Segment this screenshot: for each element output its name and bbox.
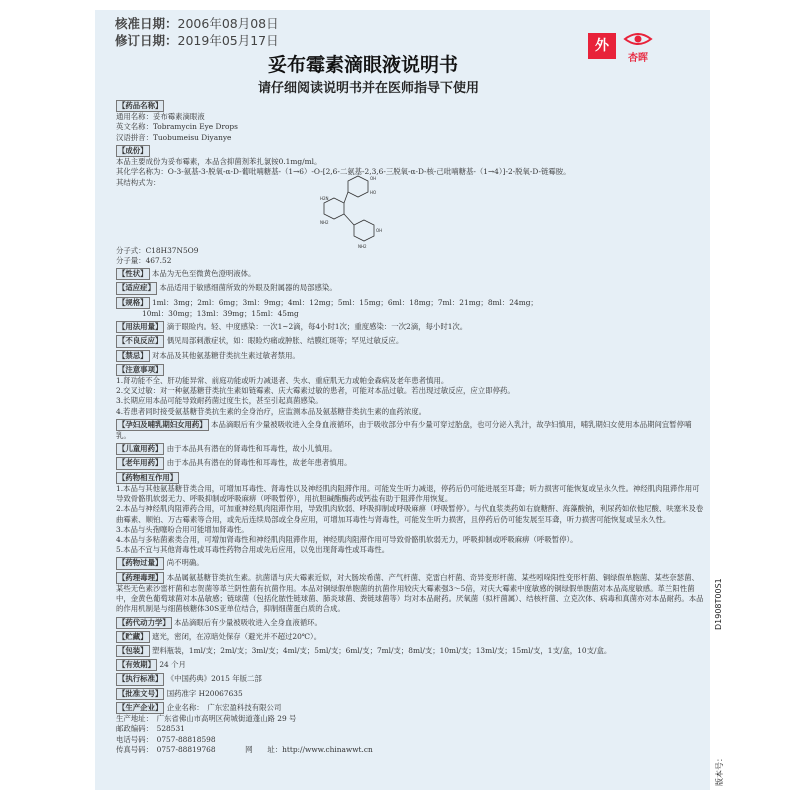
section-name: [116, 100, 706, 143]
section-pk: [116, 617, 706, 629]
spec-line-2: 10ml：30mg；13ml：39mg；15ml：45mg: [142, 308, 299, 318]
spec-line-1: 1ml：3mg；2ml：6mg；3ml：9mg；4ml：12mg；5ml：15mg；6ml：18mg；7ml：21mg；8ml：24mg；: [151, 297, 538, 307]
svg-text:HO: HO: [370, 190, 377, 195]
storage-text: 遮光，密闭，在凉暗处保存（避光并不超过20℃）。: [151, 631, 322, 641]
leaflet-content: [116, 98, 706, 755]
molecular-formula: 分子式：C18H37N5O9: [116, 245, 199, 255]
section-indication-label: 【适应症】: [116, 282, 157, 294]
section-adverse: [116, 335, 706, 347]
section-manufacturer: [116, 702, 706, 714]
structure-label: 其结构式为：: [116, 177, 161, 187]
section-contra: [116, 350, 706, 362]
section-adverse-label: 【不良反应】: [116, 335, 164, 347]
section-traits: [116, 268, 706, 280]
approve-date-value: 2006年08月08日: [177, 16, 279, 31]
indication-text: 本品适用于敏感细菌所致的外眼及附属器的局部感染。: [159, 283, 337, 293]
manufacturer-address: 生产地址： 广东省佛山市高明区荷城街道蓬山路 29 号: [116, 714, 297, 724]
section-name-label: 【药品名称】: [116, 100, 164, 112]
approve-date-label: 核准日期：: [115, 16, 178, 31]
section-contra-label: 【禁忌】: [116, 350, 150, 362]
section-usage-label: 【用法用量】: [116, 321, 164, 333]
chemical-name: 其化学名称为：O-3-氨基-3-脱氧-α-D-葡吡喃糖基-（1→6）-O-[2,6-二氨基-2,3,6-三脱氧-α-D-核-己吡喃糖基-（1→4）]-2-脱氧-D-链霉胺。: [116, 167, 571, 177]
section-overdose-label: 【药物过量】: [116, 557, 164, 569]
elderly-text: 由于本品具有潜在的肾毒性和耳毒性，故老年患者慎用。: [166, 458, 352, 468]
approve-date: [115, 14, 279, 32]
interaction-item: 1.本品与其他氨基糖苷类合用，可增加耳毒性、肾毒性以及神经肌肉阻滞作用。可能发生听力减退，停药后仍可能进展至耳聋；听力损害可能恢复或呈永久性。神经肌肉阻滞作用可导致骨骼肌软弱无力、呼吸抑制或呼吸麻痹（呼吸暂停），用抗胆碱酯酶药或钙盐有助于阻滞作用恢复。: [116, 483, 700, 504]
interaction-item: 2.本品与神经肌肉阻滞药合用，可加重神经肌肉阻滞作用，导致肌肉软弱、呼吸抑制或呼吸麻痹（呼吸暂停）。与代血浆类药如右旋糖酐、海藻酸钠，利尿药如依他尼酸、呋塞米及卷曲霉素、顺铂、万古霉素等合用，或先后连续局部或全身应用，可增加耳毒性与肾毒性，可能发生听力损害，且停药后仍可能发展至耳聋，听力损害可能恢复或呈永久性。: [116, 504, 704, 524]
section-standard-label: 【执行标准】: [116, 673, 164, 685]
manufacturer-name: 企业名称： 广东宏盈科技有限公司: [166, 702, 282, 712]
side-version: 版本号：: [715, 754, 724, 786]
eye-logo-icon: [623, 31, 653, 47]
section-overdose: [116, 557, 706, 569]
manufacturer-fax: 传真号码： 0757-88819768: [116, 744, 216, 754]
section-validity: [116, 659, 706, 671]
svg-text:H2N: H2N: [320, 196, 329, 201]
section-cautions-label: 【注意事项】: [116, 364, 164, 376]
manufacturer-fax-web: [116, 745, 706, 755]
section-spec: [116, 297, 706, 309]
molecular-weight: 分子量：467.52: [116, 255, 172, 265]
interaction-item: 3.本品与头孢噻吩合用可能增加肾毒性。: [116, 524, 249, 534]
composition-main: 本品主要成份为妥布霉素，本品含抑菌剂苯扎氯铵0.1mg/ml。: [116, 157, 322, 167]
section-cautions: [116, 364, 706, 376]
svg-text:OH: OH: [376, 228, 383, 233]
web-label: 网 址：: [245, 744, 283, 754]
pregnancy-text: 本品滴眼后有少量被吸收进入全身血液循环，由于吸收部分中有少量可穿过胎盘，也可分泌入乳汁，故孕妇慎用，哺乳期妇女使用本品期间宜暂停哺乳。: [116, 419, 692, 441]
adverse-text: 偶见局部刺激症状，如：眼睑灼痛或肿胀、结膜红斑等；罕见过敏反应。: [166, 336, 404, 346]
caution-item: 4.若患者同时接受氨基糖苷类抗生素的全身治疗，应监测本品及氨基糖苷类抗生素的血药浓度。: [116, 406, 427, 416]
standard-text: 《中国药典》2015 年版二部: [166, 674, 262, 684]
section-composition: [116, 145, 706, 266]
section-storage-label: 【贮藏】: [116, 631, 150, 643]
contra-text: 对本品及其他氨基糖苷类抗生素过敏者禁用。: [151, 350, 300, 360]
section-children: [116, 443, 706, 455]
section-composition-label: 【成份】: [116, 145, 150, 157]
section-pharmacology: [116, 572, 706, 615]
revise-date-label: 修订日期：: [115, 33, 178, 48]
section-package-label: 【包装】: [116, 645, 150, 657]
manufacturer-phone: 电话号码： 0757-88818598: [116, 734, 216, 744]
overdose-text: 尚不明确。: [166, 558, 204, 568]
section-indication: [116, 282, 706, 294]
section-spec-label: 【规格】: [116, 297, 150, 309]
section-pregnancy-label: 【孕妇及哺乳期妇女用药】: [116, 419, 209, 431]
external-use-badge: 外: [588, 33, 616, 59]
svg-text:NH2: NH2: [320, 220, 329, 225]
package-text: 塑料瓶装，1ml/支；2ml/支；3ml/支；4ml/支；5ml/支；6ml/支；7ml/支；8ml/支；10ml/支；13ml/支；15ml/支，1支/盒，10支/盒。: [151, 645, 612, 655]
web-url: http://www.chinawwt.cn: [282, 744, 373, 754]
brand-name: 杏晖: [628, 53, 648, 64]
approval-text: 国药准字 H20067635: [166, 688, 243, 698]
page-subtitle: 请仔细阅读说明书并在医师指导下使用: [258, 81, 480, 96]
section-storage: [116, 631, 706, 643]
section-interaction-label: 【药物相互作用】: [116, 472, 179, 484]
generic-name: 通用名称：妥布霉素滴眼液: [116, 112, 205, 122]
section-pharmacology-label: 【药理毒理】: [116, 572, 164, 584]
interaction-item: 5.本品不宜与其他肾毒性或耳毒性药物合用或先后应用，以免出现肾毒性或耳毒性。: [116, 545, 390, 555]
pinyin-name: 汉语拼音：Tuobumeisu Diyanye: [116, 132, 232, 142]
traits-text: 本品为无色至微黄色澄明液体。: [151, 269, 256, 279]
usage-text: 滴于眼睑内。轻、中度感染：一次1~2滴，每4小时1次；重度感染：一次2滴，每小时1次。: [166, 322, 468, 332]
caution-item: 3.长期应用本品可能导致耐药菌过度生长，甚至引起真菌感染。: [116, 396, 323, 406]
children-text: 由于本品具有潜在的肾毒性和耳毒性，故小儿慎用。: [166, 444, 337, 454]
section-usage: [116, 321, 706, 333]
section-elderly: [116, 457, 706, 469]
section-pk-label: 【药代动力学】: [116, 617, 172, 629]
revise-date: [115, 31, 279, 49]
section-pregnancy: [116, 419, 706, 441]
pk-text: 本品滴眼后有少量被吸收进入全身血液循环。: [174, 617, 322, 627]
section-approval-label: 【批准文号】: [116, 688, 164, 700]
brand-logo: [588, 33, 688, 64]
section-standard: [116, 673, 706, 685]
pharmacology-text: 本品属氨基糖苷类抗生素。抗菌谱与庆大霉素近似，对大肠埃希菌、产气杆菌、克雷白杆菌、奇异变形杆菌、某些吲哚阳性变形杆菌、铜绿假单胞菌、某些奈瑟菌、某些无色素沙雷杆菌和志贺菌等革兰阴性菌有抗菌作用。本品对铜绿假单胞菌的抗菌作用较庆大霉素强3～5倍，对庆大霉素中度敏感的铜绿假单胞菌对本品高度敏感。革兰阳性菌中，金黄色葡萄球菌对本品敏感；链球菌（包括化脓性链球菌、肺炎球菌、粪链球菌等）均对本品耐药。厌氧菌（拟杆菌属）、结核杆菌、立克次体、病毒和真菌亦对本品耐药。本品的作用机制是与细菌核糖体30S亚单位结合，抑制细菌蛋白质的合成。: [116, 572, 704, 614]
section-validity-label: 【有效期】: [116, 659, 157, 671]
side-code: D1908T00S1: [714, 578, 723, 630]
caution-item: 1.肾功能不全、肝功能异常、前庭功能或听力减退者、失水、重症肌无力或帕金森病及老年患者慎用。: [116, 375, 449, 385]
page-title: 妥布霉素滴眼液说明书: [268, 54, 459, 76]
section-manufacturer-label: 【生产企业】: [116, 702, 164, 714]
svg-text:OH: OH: [370, 176, 377, 181]
section-children-label: 【儿童用药】: [116, 443, 164, 455]
revise-date-value: 2019年05月17日: [177, 33, 279, 48]
validity-text: 24 个月: [159, 660, 186, 670]
caution-item: 2.交叉过敏：对一种氨基糖苷类抗生素如链霉素、庆大霉素过敏的患者，可能对本品过敏。若出现过敏反应，应立即停药。: [116, 386, 515, 396]
english-name: 英文名称：Tobramycin Eye Drops: [116, 122, 238, 132]
section-elderly-label: 【老年用药】: [116, 457, 164, 469]
manufacturer-postcode: 邮政编码： 528531: [116, 724, 185, 734]
interaction-item: 4.本品与多粘菌素类合用，可增加肾毒性和神经肌肉阻滞作用，神经肌肉阻滞作用可导致骨骼肌软弱无力，呼吸抑制或呼吸麻痹（呼吸暂停）。: [116, 535, 578, 544]
svg-text:NH2: NH2: [358, 244, 367, 249]
section-traits-label: 【性状】: [116, 268, 150, 280]
section-package: [116, 645, 706, 657]
section-approval: [116, 688, 706, 700]
section-interaction: [116, 472, 706, 484]
